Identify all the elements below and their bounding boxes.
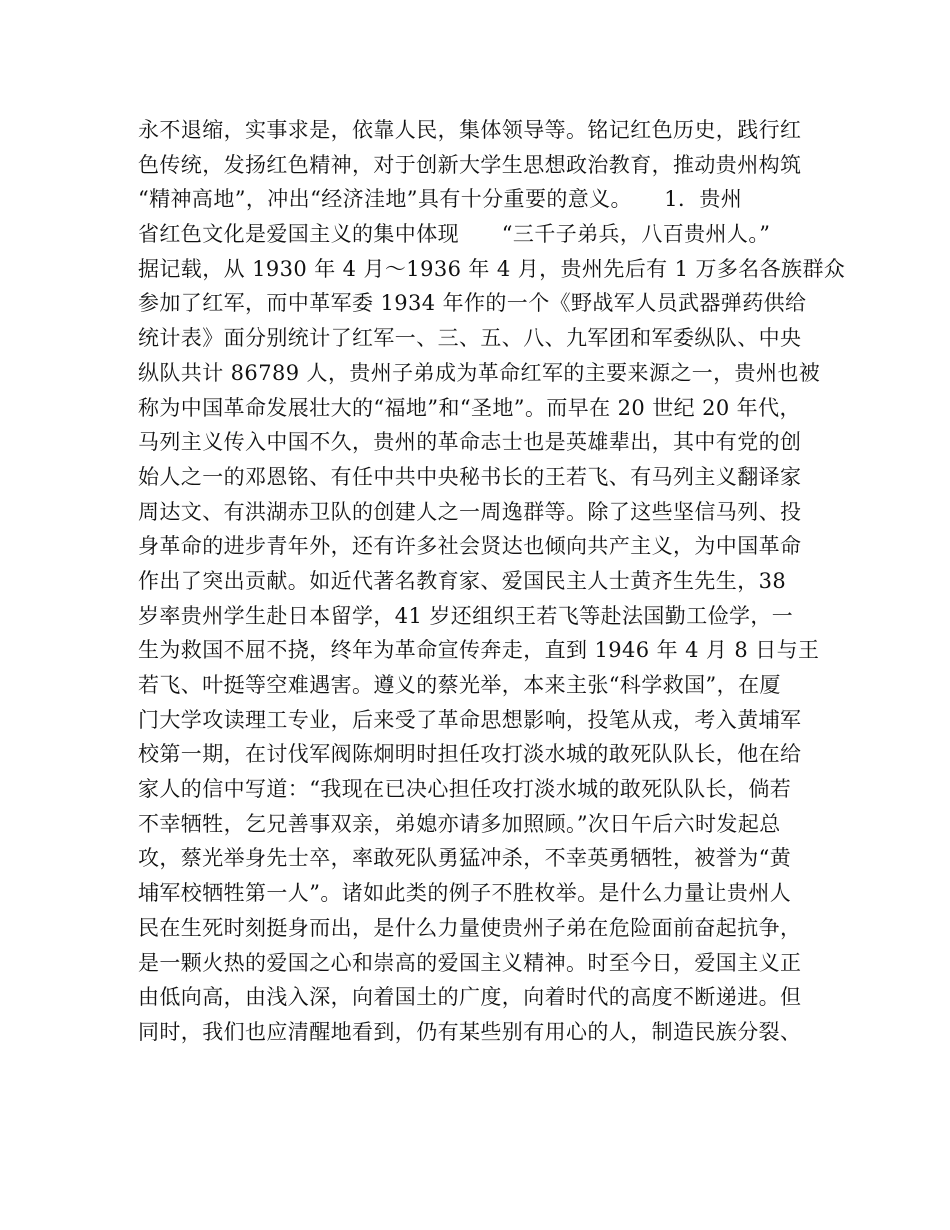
text-line: 永不退缩，实事求是，依靠人民，集体领导等。铭记红色历史，践行红 [138,118,802,142]
text-line: 若飞、叶挺等空难遇害。遵义的蔡光举，本来主张“科学救国”，在厦 [138,673,781,697]
text-line: 民在生死时刻挺身而出，是什么力量使贵州子弟在危险面前奋起抗争， [138,915,802,940]
text-line: 由低向高，由浅入深，向着国土的广度，向着时代的高度不断递进。但 [138,985,802,1010]
text-line: 门大学攻读理工专业，后来受了革命思想影响，投笔从戎，考入黄埔军 [138,707,802,732]
text-line: 埔军校牺牲第一人”。诸如此类的例子不胜枚举。是什么力量让贵州人 [138,881,792,906]
body-text [138,113,846,1050]
text-line: 参加了红军，而中革军委 1934 年作的一个《野战军人员武器弹药供给 [138,291,807,316]
text-line: 据记载，从 1930 年 4 月～1936 年 4 月，贵州先后有 1 万多名各族群众 [138,256,846,281]
text-line: 同时，我们也应清醒地看到，仍有某些别有用心的人，制造民族分裂、 [138,1019,802,1044]
text-line: “精神高地”，冲出“经济洼地”具有十分重要的意义。 1．贵州 [138,187,743,212]
text-line: 作出了突出贡献。如近代著名教育家、爱国民主人士黄齐生先生，38 [138,568,787,593]
text-line: 身革命的进步青年外，还有许多社会贤达也倾向共产主义，为中国革命 [138,534,802,559]
text-line: 家人的信中写道：“我现在已决心担任攻打淡水城的敢死队队长，倘若 [138,777,792,802]
text-line: 纵队共计 86789 人，贵州子弟成为革命红军的主要来源之一，贵州也被 [138,360,821,385]
text-line: 始人之一的邓恩铭、有任中共中央秘书长的王若飞、有马列主义翻译家 [138,464,802,489]
text-line: 称为中国革命发展壮大的“福地”和“圣地”。而早在 20 世纪 20 年代， [138,395,801,420]
text-line: 省红色文化是爱国主义的集中体现 “三千子弟兵，八百贵州人。” [138,222,771,247]
text-line: 岁率贵州学生赴日本留学，41 岁还组织王若飞等赴法国勤工俭学，一 [138,603,794,628]
text-line: 色传统，发扬红色精神，对于创新大学生思想政治教育，推动贵州构筑 [138,152,802,177]
text-line: 是一颗火热的爱国之心和崇高的爱国主义精神。时至今日，爱国主义正 [138,950,802,975]
text-line: 统计表》面分别统计了红军一、三、五、八、九军团和军委纵队、中央 [138,326,802,351]
text-line: 攻，蔡光举身先士卒，率敢死队勇猛冲杀，不幸英勇牺牲，被誉为“黄 [138,846,792,871]
text-line: 周达文、有洪湖赤卫队的创建人之一周逸群等。除了这些坚信马列、投 [138,499,802,524]
text-line: 马列主义传入中国不久，贵州的革命志士也是英雄辈出，其中有党的创 [138,430,802,455]
text-line: 不幸牺牲，乞兄善事双亲，弟媳亦请多加照顾。”次日午后六时发起总 [138,811,781,836]
text-line: 校第一期，在讨伐军阀陈炯明时担任攻打淡水城的敢死队队长，他在给 [138,742,802,767]
text-line: 生为救国不屈不挠，终年为革命宣传奔走，直到 1946 年 4 月 8 日与王 [138,638,820,663]
